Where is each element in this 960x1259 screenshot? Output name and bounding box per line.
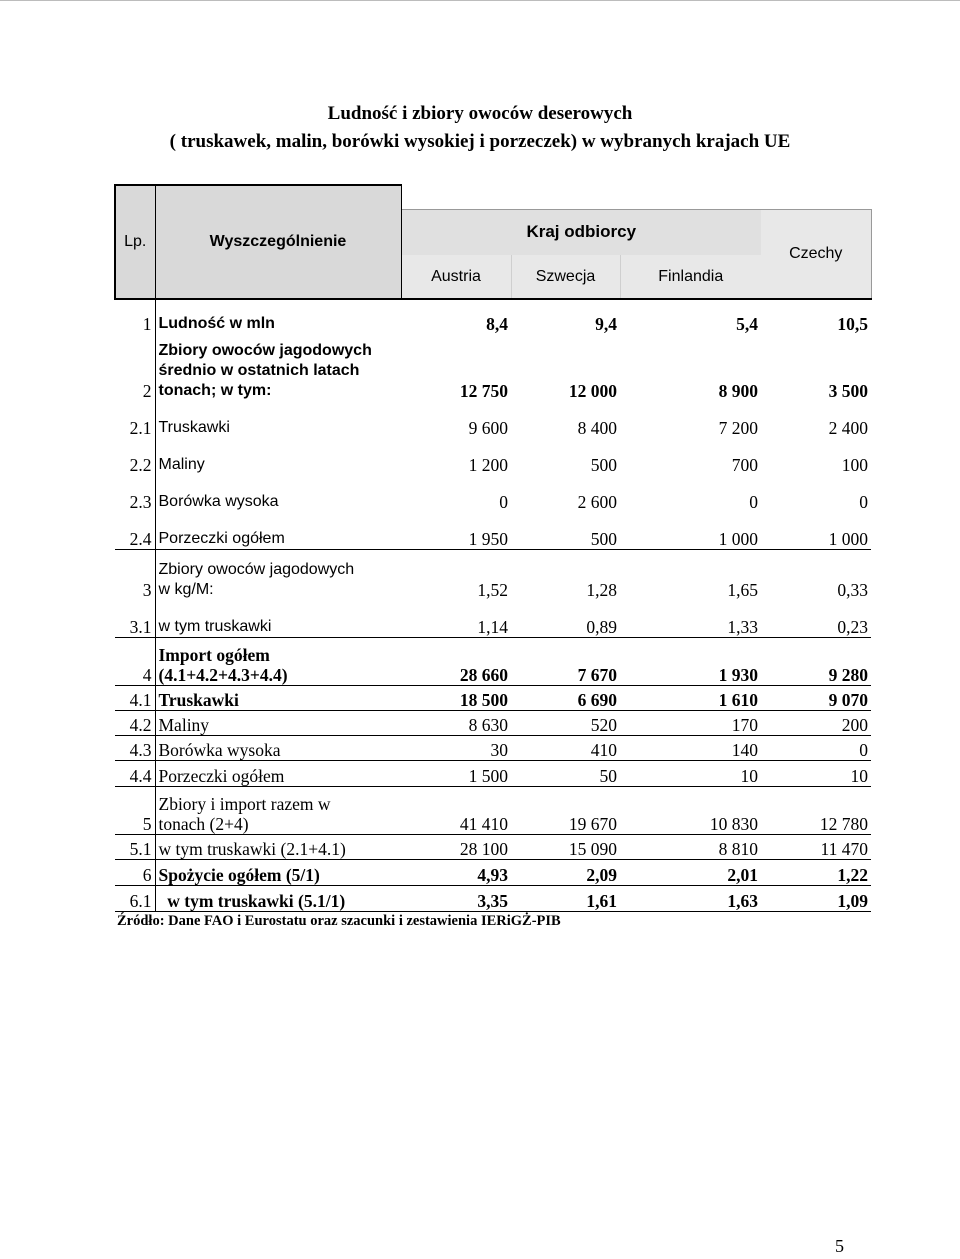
row-value-czechy: 9 070 [761,685,871,710]
row-value-szwecja: 8 400 [577,418,617,438]
page-title: Ludność i zbiory owoców deserowych [327,103,633,124]
row-value-czechy: 200 [761,710,871,735]
row-value-szwecja: 500 [590,455,617,475]
row-lp: 6.1 [115,885,155,911]
row-value-austria: 0 [499,492,508,512]
data-table [114,184,872,912]
row-label: Truskawki [158,419,230,436]
row-value-czechy: 3 500 [828,381,868,401]
row-label: Borówka wysoka [155,735,401,760]
row-value-austria: 30 [401,735,511,760]
row-value-szwecja: 2,09 [511,859,620,885]
row-value-czechy: 0 [859,492,868,512]
table-row [115,438,871,475]
row-value-szwecja: 1,28 [586,580,617,600]
row-label: w tym truskawki (2.1+4.1) [155,834,401,859]
row-lp: 4.1 [115,685,155,710]
row-value-czechy: 0,33 [837,580,868,600]
row-value-finlandia: 2,01 [620,859,761,885]
row-value-austria: 18 500 [401,685,511,710]
row-value-austria: 1,14 [401,600,511,637]
row-value-austria: 3,35 [401,885,511,911]
row-value-austria: 12 750 [459,381,508,401]
row-label: Porzeczki ogółem [155,512,401,549]
row-value-szwecja: 0,89 [511,600,620,637]
table-row [115,760,871,786]
row-label: Truskawki [155,685,401,710]
row-value-finlandia: 1 610 [620,685,761,710]
top-rule [0,0,960,1]
row-value-austria: 8 630 [401,710,511,735]
row-value-czechy: 100 [841,455,868,475]
row-value-szwecja: 410 [511,735,620,760]
row-label: Maliny [155,710,401,735]
row-lp: 5 [115,786,155,834]
row-lp: 2.3 [115,475,155,512]
row-value-finlandia: 10 830 [620,786,761,834]
row-lp: 2.4 [115,512,155,549]
header-country-czechy: Czechy [761,209,871,299]
row-value-finlandia: 1,63 [620,885,761,911]
row-lp: 2 [115,334,155,401]
row-value-austria: 28 100 [401,834,511,859]
row-value-szwecja: 6 690 [511,685,620,710]
row-value-austria: 41 410 [401,786,511,834]
row-label: w tym truskawki [155,600,401,637]
table-row [115,859,871,885]
row-value-szwecja: 500 [511,512,620,549]
row-lp: 2.2 [115,438,155,475]
table-row [115,401,871,438]
row-value-czechy: 1,09 [761,885,871,911]
table-row [115,685,871,710]
row-lp: 2.1 [115,401,155,438]
row-lp: 4.3 [115,735,155,760]
row-lp: 3.1 [115,600,155,637]
row-value-finlandia: 700 [731,455,758,475]
table-row [115,299,871,334]
row-value-austria: 1 200 [468,455,508,475]
row-value-szwecja: 520 [511,710,620,735]
row-value-czechy: 12 780 [761,786,871,834]
row-label: Maliny [158,456,205,473]
row-value-szwecja: 19 670 [511,786,620,834]
row-value-czechy: 2 400 [828,418,868,438]
row-label: Porzeczki ogółem [155,760,401,786]
row-value-szwecja: 1,61 [511,885,620,911]
row-value-szwecja: 15 090 [511,834,620,859]
table-row [115,834,871,859]
row-value-finlandia: 170 [620,710,761,735]
row-label: Zbiory owoców jagodowych średnio w ostatnich latach tonach; w tym: [158,342,372,399]
header-wyszczegolnienie: Wyszczególnienie [155,185,401,299]
row-value-czechy: 9 280 [761,637,871,685]
row-value-finlandia: 7 200 [718,418,758,438]
row-value-finlandia: 1 930 [620,637,761,685]
row-label: Spożycie ogółem (5/1) [155,859,401,885]
row-value-finlandia: 8 900 [718,381,758,401]
row-value-austria: 1 950 [401,512,511,549]
row-value-finlandia: 8 810 [620,834,761,859]
page-subtitle: ( truskawek, malin, borówki wysokiej i porzeczek) w wybranych krajach UE [169,131,791,152]
row-value-szwecja: 2 600 [577,492,617,512]
table-row [115,549,871,600]
row-value-austria: 28 660 [401,637,511,685]
row-value-szwecja: 7 670 [511,637,620,685]
header-spacer [401,185,871,209]
row-lp: 1 [115,299,155,334]
header-kraj-odbiorcy: Kraj odbiorcy [401,209,761,255]
row-lp: 4 [115,637,155,685]
row-value-czechy: 1,22 [761,859,871,885]
row-value-austria: 1,52 [477,580,508,600]
row-lp: 4.4 [115,760,155,786]
table-row [115,334,871,401]
header-country-finlandia: Finlandia [620,255,761,299]
row-label: Zbiory owoców jagodowych w kg/M: [158,561,355,598]
row-lp: 5.1 [115,834,155,859]
table-row [115,735,871,760]
row-value-finlandia: 0 [749,492,758,512]
table-row [115,786,871,834]
row-value-austria: 1 500 [401,760,511,786]
row-value-austria: 8,4 [486,314,508,334]
table-row [115,710,871,735]
table-row [115,637,871,685]
row-label: w tym truskawki (5.1/1) [155,885,401,911]
page-number: 5 [835,1236,844,1256]
row-value-czechy: 10 [761,760,871,786]
row-value-finlandia: 1,33 [620,600,761,637]
row-lp: 6 [115,859,155,885]
row-value-finlandia: 5,4 [736,314,758,334]
row-label: Ludność w mln [158,315,275,332]
row-value-austria: 4,93 [401,859,511,885]
row-value-szwecja: 12 000 [568,381,617,401]
header-country-szwecja: Szwecja [511,255,620,299]
table-row [115,512,871,549]
row-value-czechy: 11 470 [761,834,871,859]
row-value-czechy: 0 [761,735,871,760]
row-value-czechy: 1 000 [761,512,871,549]
header-country-austria: Austria [401,255,511,299]
row-value-szwecja: 9,4 [595,314,617,334]
row-label: Zbiory i import razem w tonach (2+4) [155,786,401,834]
row-value-czechy: 0,23 [761,600,871,637]
row-lp: 4.2 [115,710,155,735]
header-lp: Lp. [115,185,155,299]
row-value-finlandia: 140 [620,735,761,760]
row-label: Import ogółem (4.1+4.2+4.3+4.4) [155,637,401,685]
source-note: Źródło: Dane FAO i Eurostatu oraz szacunki i zestawienia IERiGŻ-PIB [117,913,561,929]
row-lp: 3 [115,549,155,600]
row-value-finlandia: 1 000 [620,512,761,549]
row-value-finlandia: 1,65 [727,580,758,600]
row-value-finlandia: 10 [620,760,761,786]
table-row [115,885,871,911]
row-value-szwecja: 50 [511,760,620,786]
row-value-austria: 9 600 [468,418,508,438]
table-row [115,475,871,512]
row-label: Borówka wysoka [158,493,279,510]
table-row [115,600,871,637]
row-value-czechy: 10,5 [837,314,868,334]
